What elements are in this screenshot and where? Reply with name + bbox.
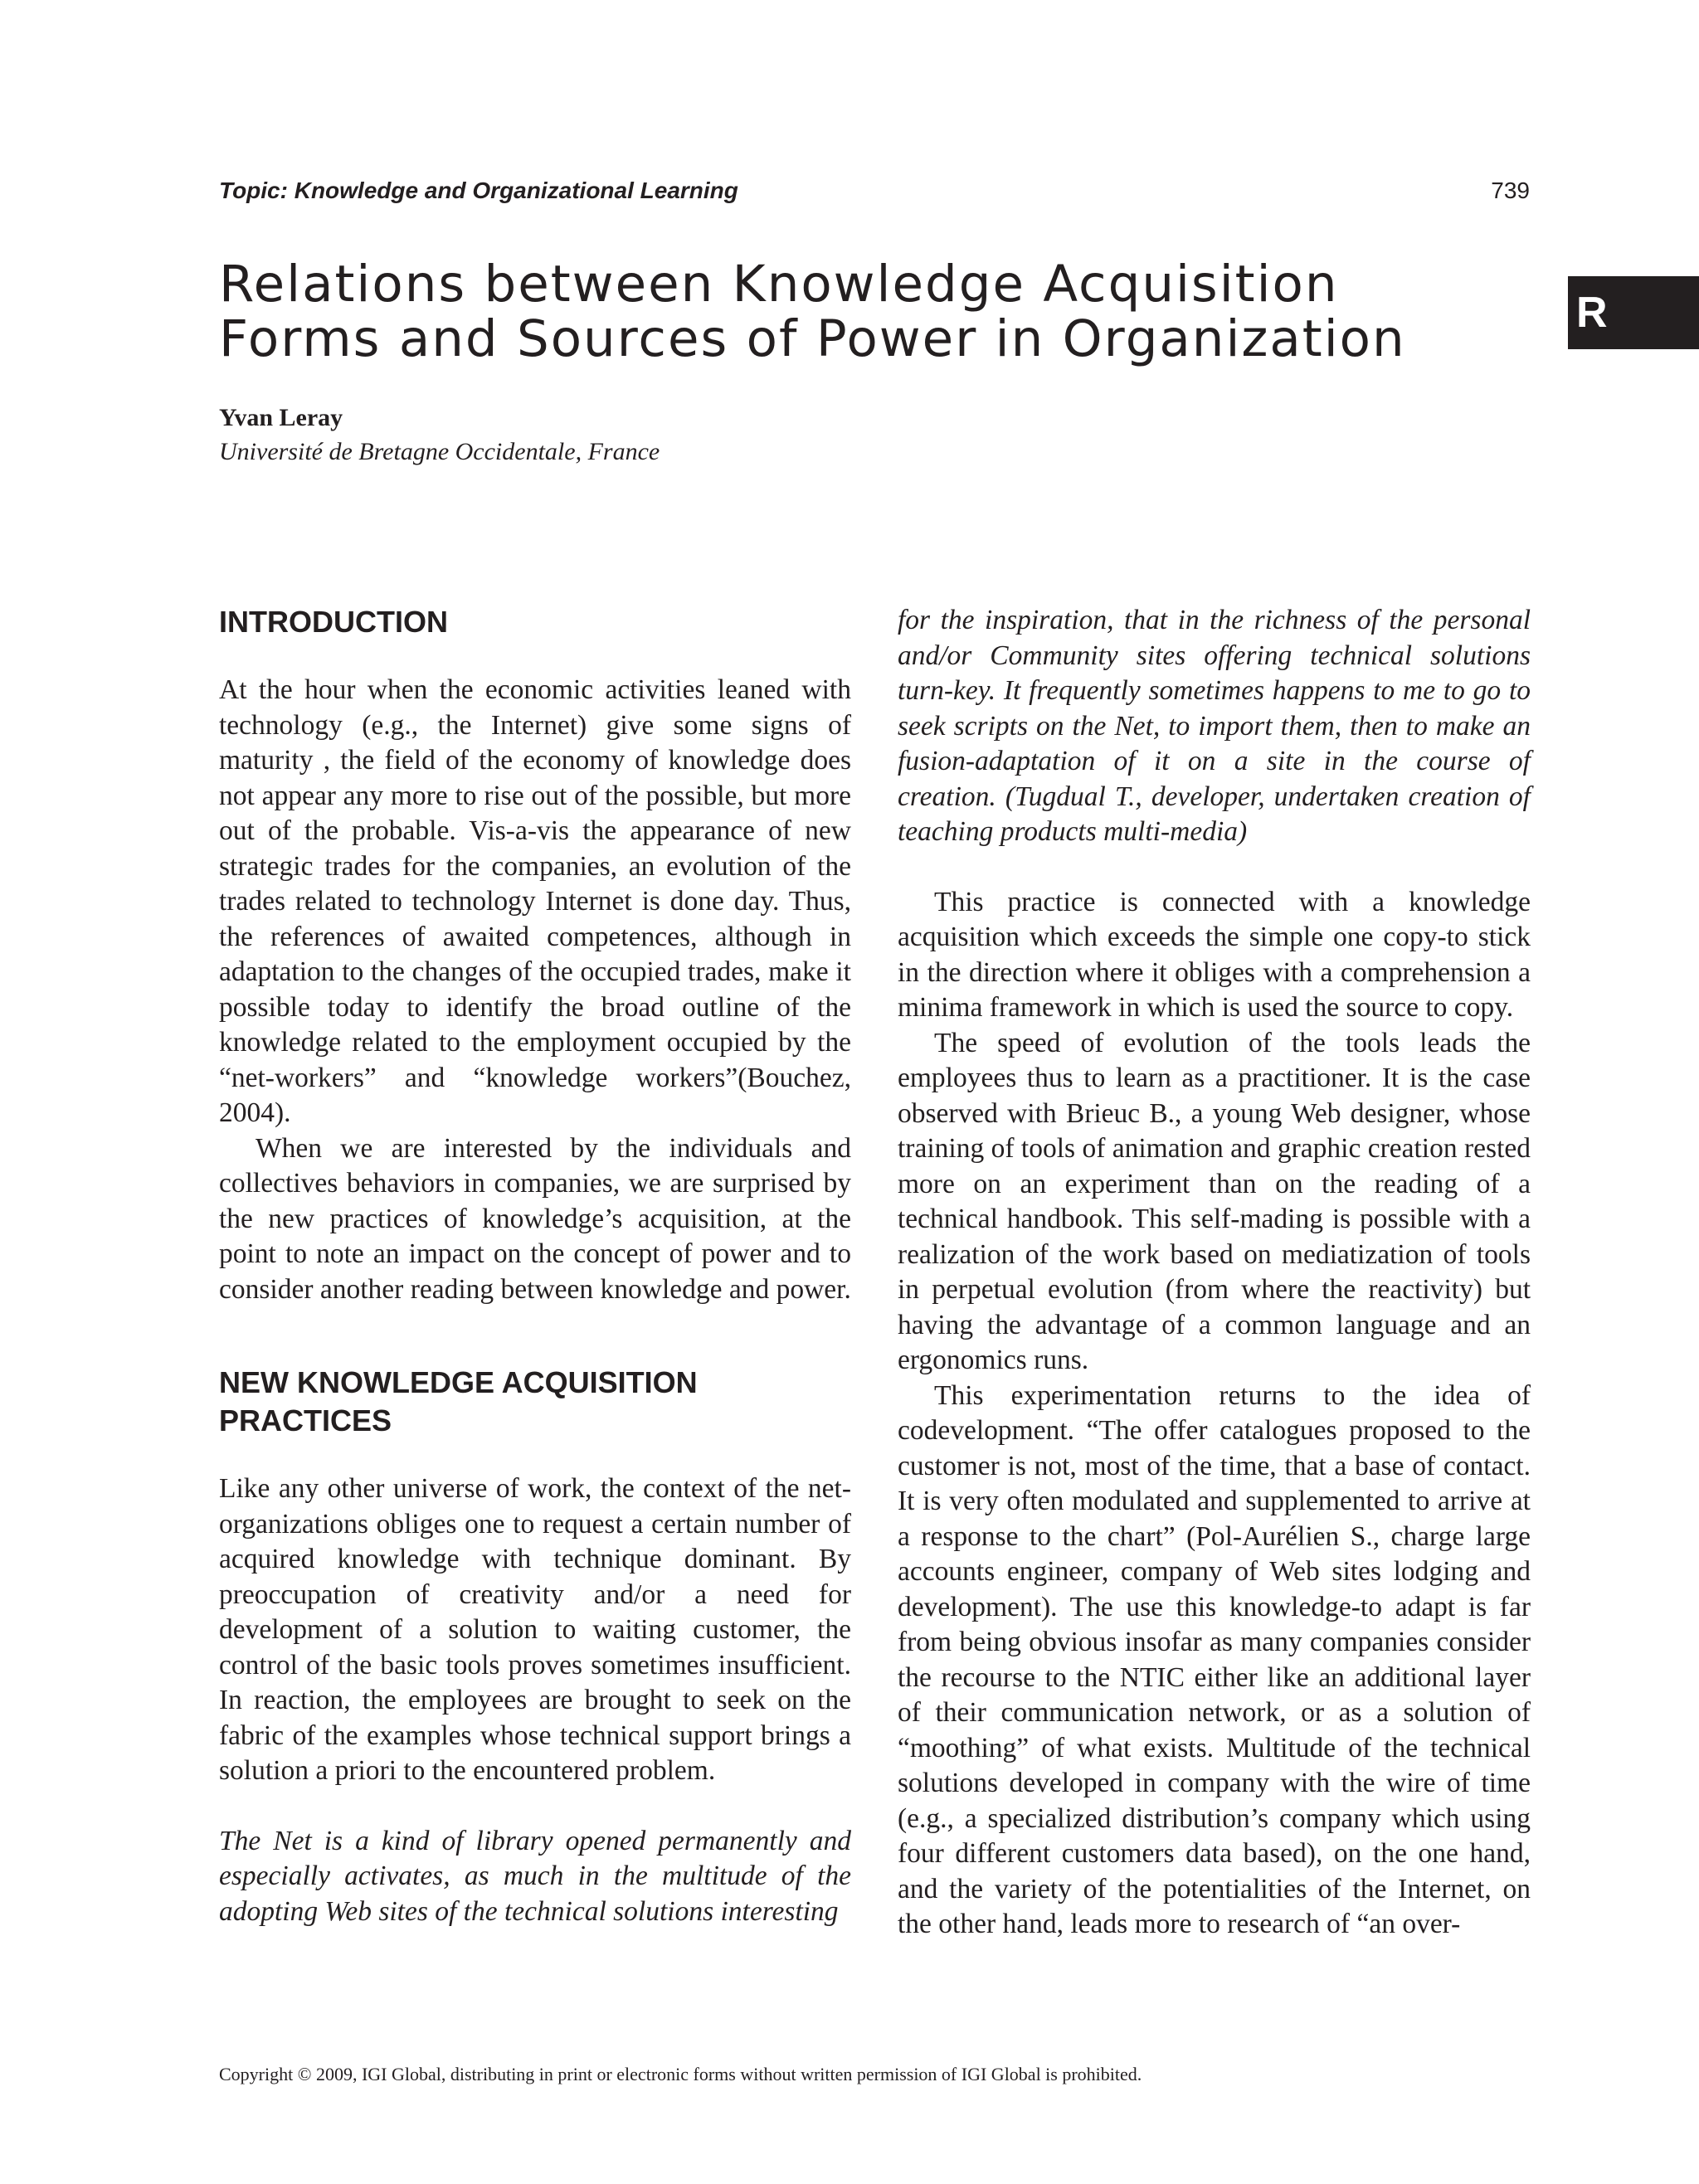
introduction-heading: INTRODUCTION — [219, 605, 448, 639]
article-title-line-2: Forms and Sources of Power in Organization — [219, 309, 1406, 368]
quote-paragraph-start: The Net is a kind of library opened permanently and especially activates, as much in the multitude of the adopting Web sites of the technical solutions interesting — [219, 1825, 851, 1927]
author-affiliation: Université de Bretagne Occidentale, France — [219, 438, 660, 465]
copyright-notice: Copyright © 2009, IGI Global, distributing in print or electronic forms without written permission of IGI Global is prohibited. — [219, 2064, 1142, 2084]
practices-heading-line-2: PRACTICES — [219, 1403, 392, 1437]
quote-paragraph-end: for the inspiration, that in the richness of the personal and/or Community sites offering technical solutions turn-key. It frequently sometimes happens to me to go to seek scripts on the Net, to import them, then to make an fusion-adaptation of it on a site in the course of creation. (Tugdual T., developer, undertaken creation of teaching products multi-media) — [898, 605, 1531, 847]
page-number: 739 — [1491, 178, 1530, 203]
introduction-paragraph-1: At the hour when the economic activities leaned with technology (e.g., the Internet) give some signs of maturity , the field of the economy of knowledge does not appear any more to rise out of the possible, but more out of the probable. Vis-a-vis the appearance of new strategic trades for the companies, an evolution of the trades related to technology Internet is done day. Thus, the references of awaited competences, although in adaptation to the changes of the occupied trades, make it possible today to identify the broad outline of the knowledge related to the employment occupied by the “net-workers” and “knowledge workers”(Bouchez, 2004). — [219, 674, 851, 1128]
section-letter-tab: R — [1568, 276, 1699, 349]
introduction-paragraph-2: When we are interested by the individuals and collectives behaviors in companies, we are surprised by the new practices of knowledge’s acquisition, at the point to note an impact on the concept of power and to consider another reading between knowledge and power. — [219, 1132, 851, 1305]
practices-paragraph-3: The speed of evolution of the tools leads the employees thus to learn as a practitioner. It is the case observed with Brieuc B., a young Web designer, whose training of tools of animation and graphic creation rested more on an experiment than on the reading of a technical handbook. This self-mading is possible with a realization of the work based on mediatization of tools in perpetual evolution (from where the reactivity) but having the advantage of a common language and an ergonomics runs. — [898, 1027, 1531, 1375]
author-name: Yvan Leray — [219, 404, 343, 431]
right-column — [898, 603, 1531, 1943]
practices-paragraph-4: This experimentation returns to the idea of codevelopment. “The offer catalogues proposed to the customer is not, most of the time, that a base of contact. It is very often modulated and supplemented to arrive at a response to the chart” (Pol-Aurélien S., charge large accounts engineer, company of Web sites lodging and development). The use this knowledge-to adapt is far from being obvious insofar as many companies consider the recourse to the NTIC either like an additional layer of their communication network, or as a solution of “moothing” of what exists. Multitude of the technical solutions developed in company with the wire of time (e.g., a specialized distribution’s company which using four different customers data based), on the one hand, and the variety of the potentialities of the Internet, on the other hand, leads more to research of “an over- — [898, 1379, 1531, 1939]
running-header-topic: Topic: Knowledge and Organizational Learning — [219, 178, 738, 203]
practices-heading — [219, 1364, 851, 1440]
practices-paragraph-1: Like any other universe of work, the context of the net-organizations obliges one to request a certain number of acquired knowledge with technique dominant. By preoccupation of creativity and/or a need for development of a solution to waiting customer, the control of the basic tools proves sometimes insufficient. In reaction, the employees are brought to seek on the fabric of the examples whose technical support brings a solution a priori to the encountered problem. — [219, 1473, 851, 1786]
practices-paragraph-2: This practice is connected with a knowledge acquisition which exceeds the simple one copy-to stick in the direction where it obliges with a comprehension a minima framework in which is used the source to copy. — [898, 886, 1531, 1023]
left-column — [219, 603, 851, 1929]
article-title-line-1: Relations between Knowledge Acquisition — [219, 255, 1339, 314]
practices-heading-line-1: NEW KNOWLEDGE ACQUISITION — [219, 1365, 698, 1399]
article-title — [219, 257, 1530, 367]
